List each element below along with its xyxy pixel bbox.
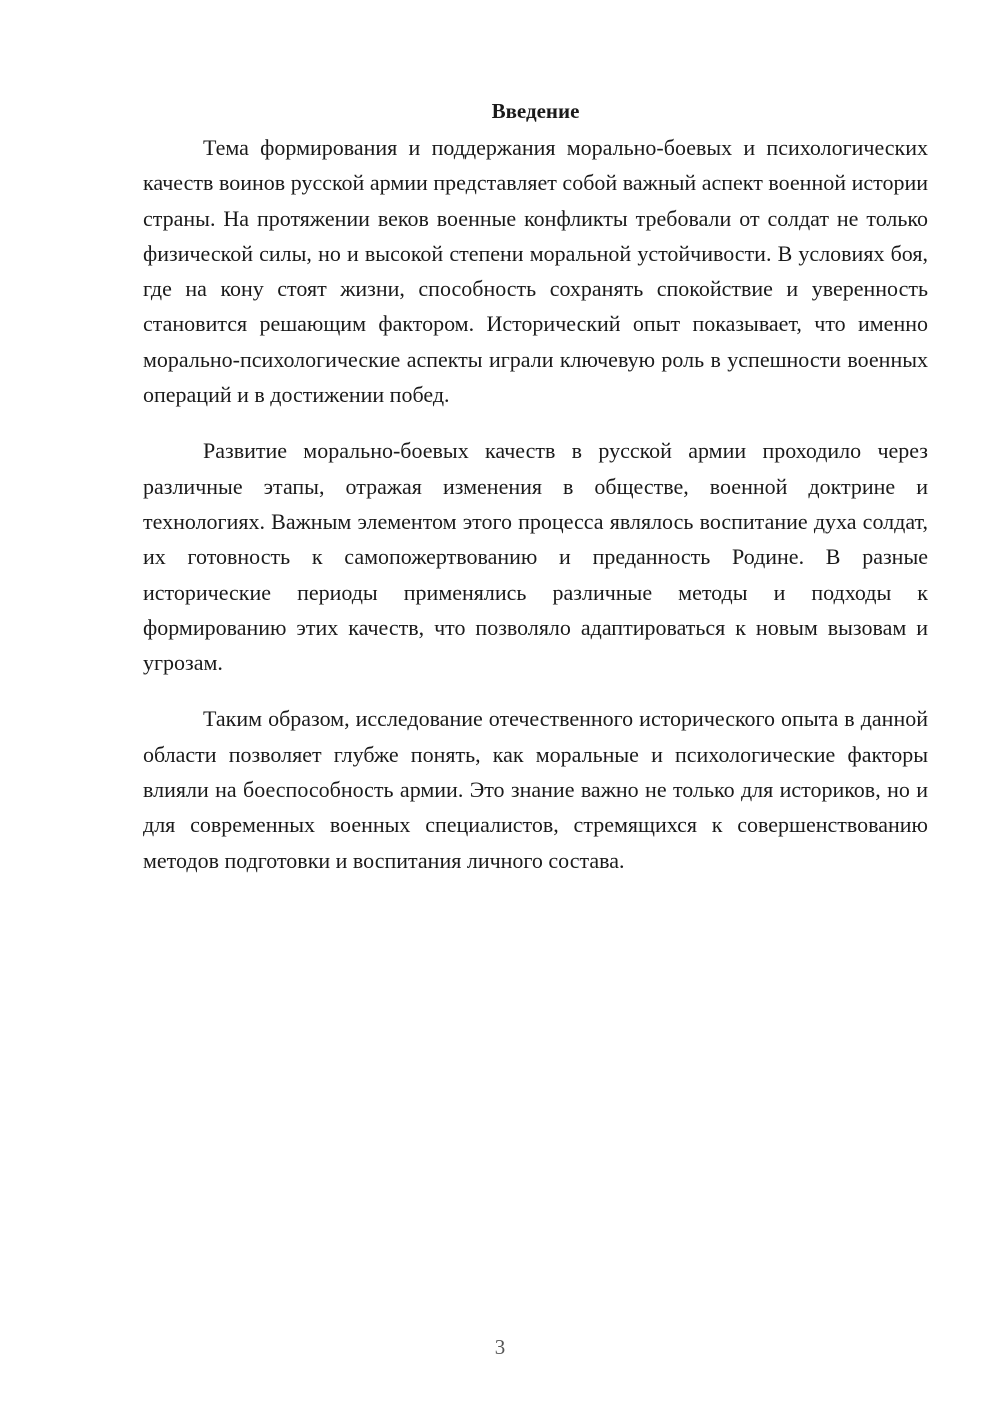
- paragraph-1: Тема формирования и поддержания морально-боевых и психологических качеств воинов русской армии представляет собой важный аспект военной истории страны. На протяжении веков военные конфликты требовали от солдат не только физической силы, но и высокой степени моральной устойчивости. В условиях боя, где на кону стоят жизни, способность сохранять спокойствие и уверенность становится решающим фактором. Исторический опыт показывает, что именно морально-психологические аспекты играли ключевую роль в успешности военных операций и в достижении побед.: [143, 135, 928, 408]
- section-title: Введение: [491, 99, 580, 123]
- page-number: 3: [494, 1335, 506, 1359]
- paragraph-3: Таким образом, исследование отечественного исторического опыта в данной области позволяет глубже понять, как моральные и психологические факторы влияли на боеспособность армии. Это знание важно не только для историков, но и для современных военных специалистов, стремящихся к совершенствованию методов подготовки и воспитания личного состава.: [143, 706, 928, 873]
- paragraph-2: Развитие морально-боевых качеств в русской армии проходило через различные этапы, отражая изменения в обществе, военной доктрине и технологиях. Важным элементом этого процесса являлось воспитание духа солдат, их готовность к самопожертвованию и преданность Родине. В разные исторические периоды применялись различные методы и подходы к формированию этих качеств, что позволяло адаптироваться к новым вызовам и угрозам.: [143, 438, 928, 676]
- page-content: [143, 96, 928, 878]
